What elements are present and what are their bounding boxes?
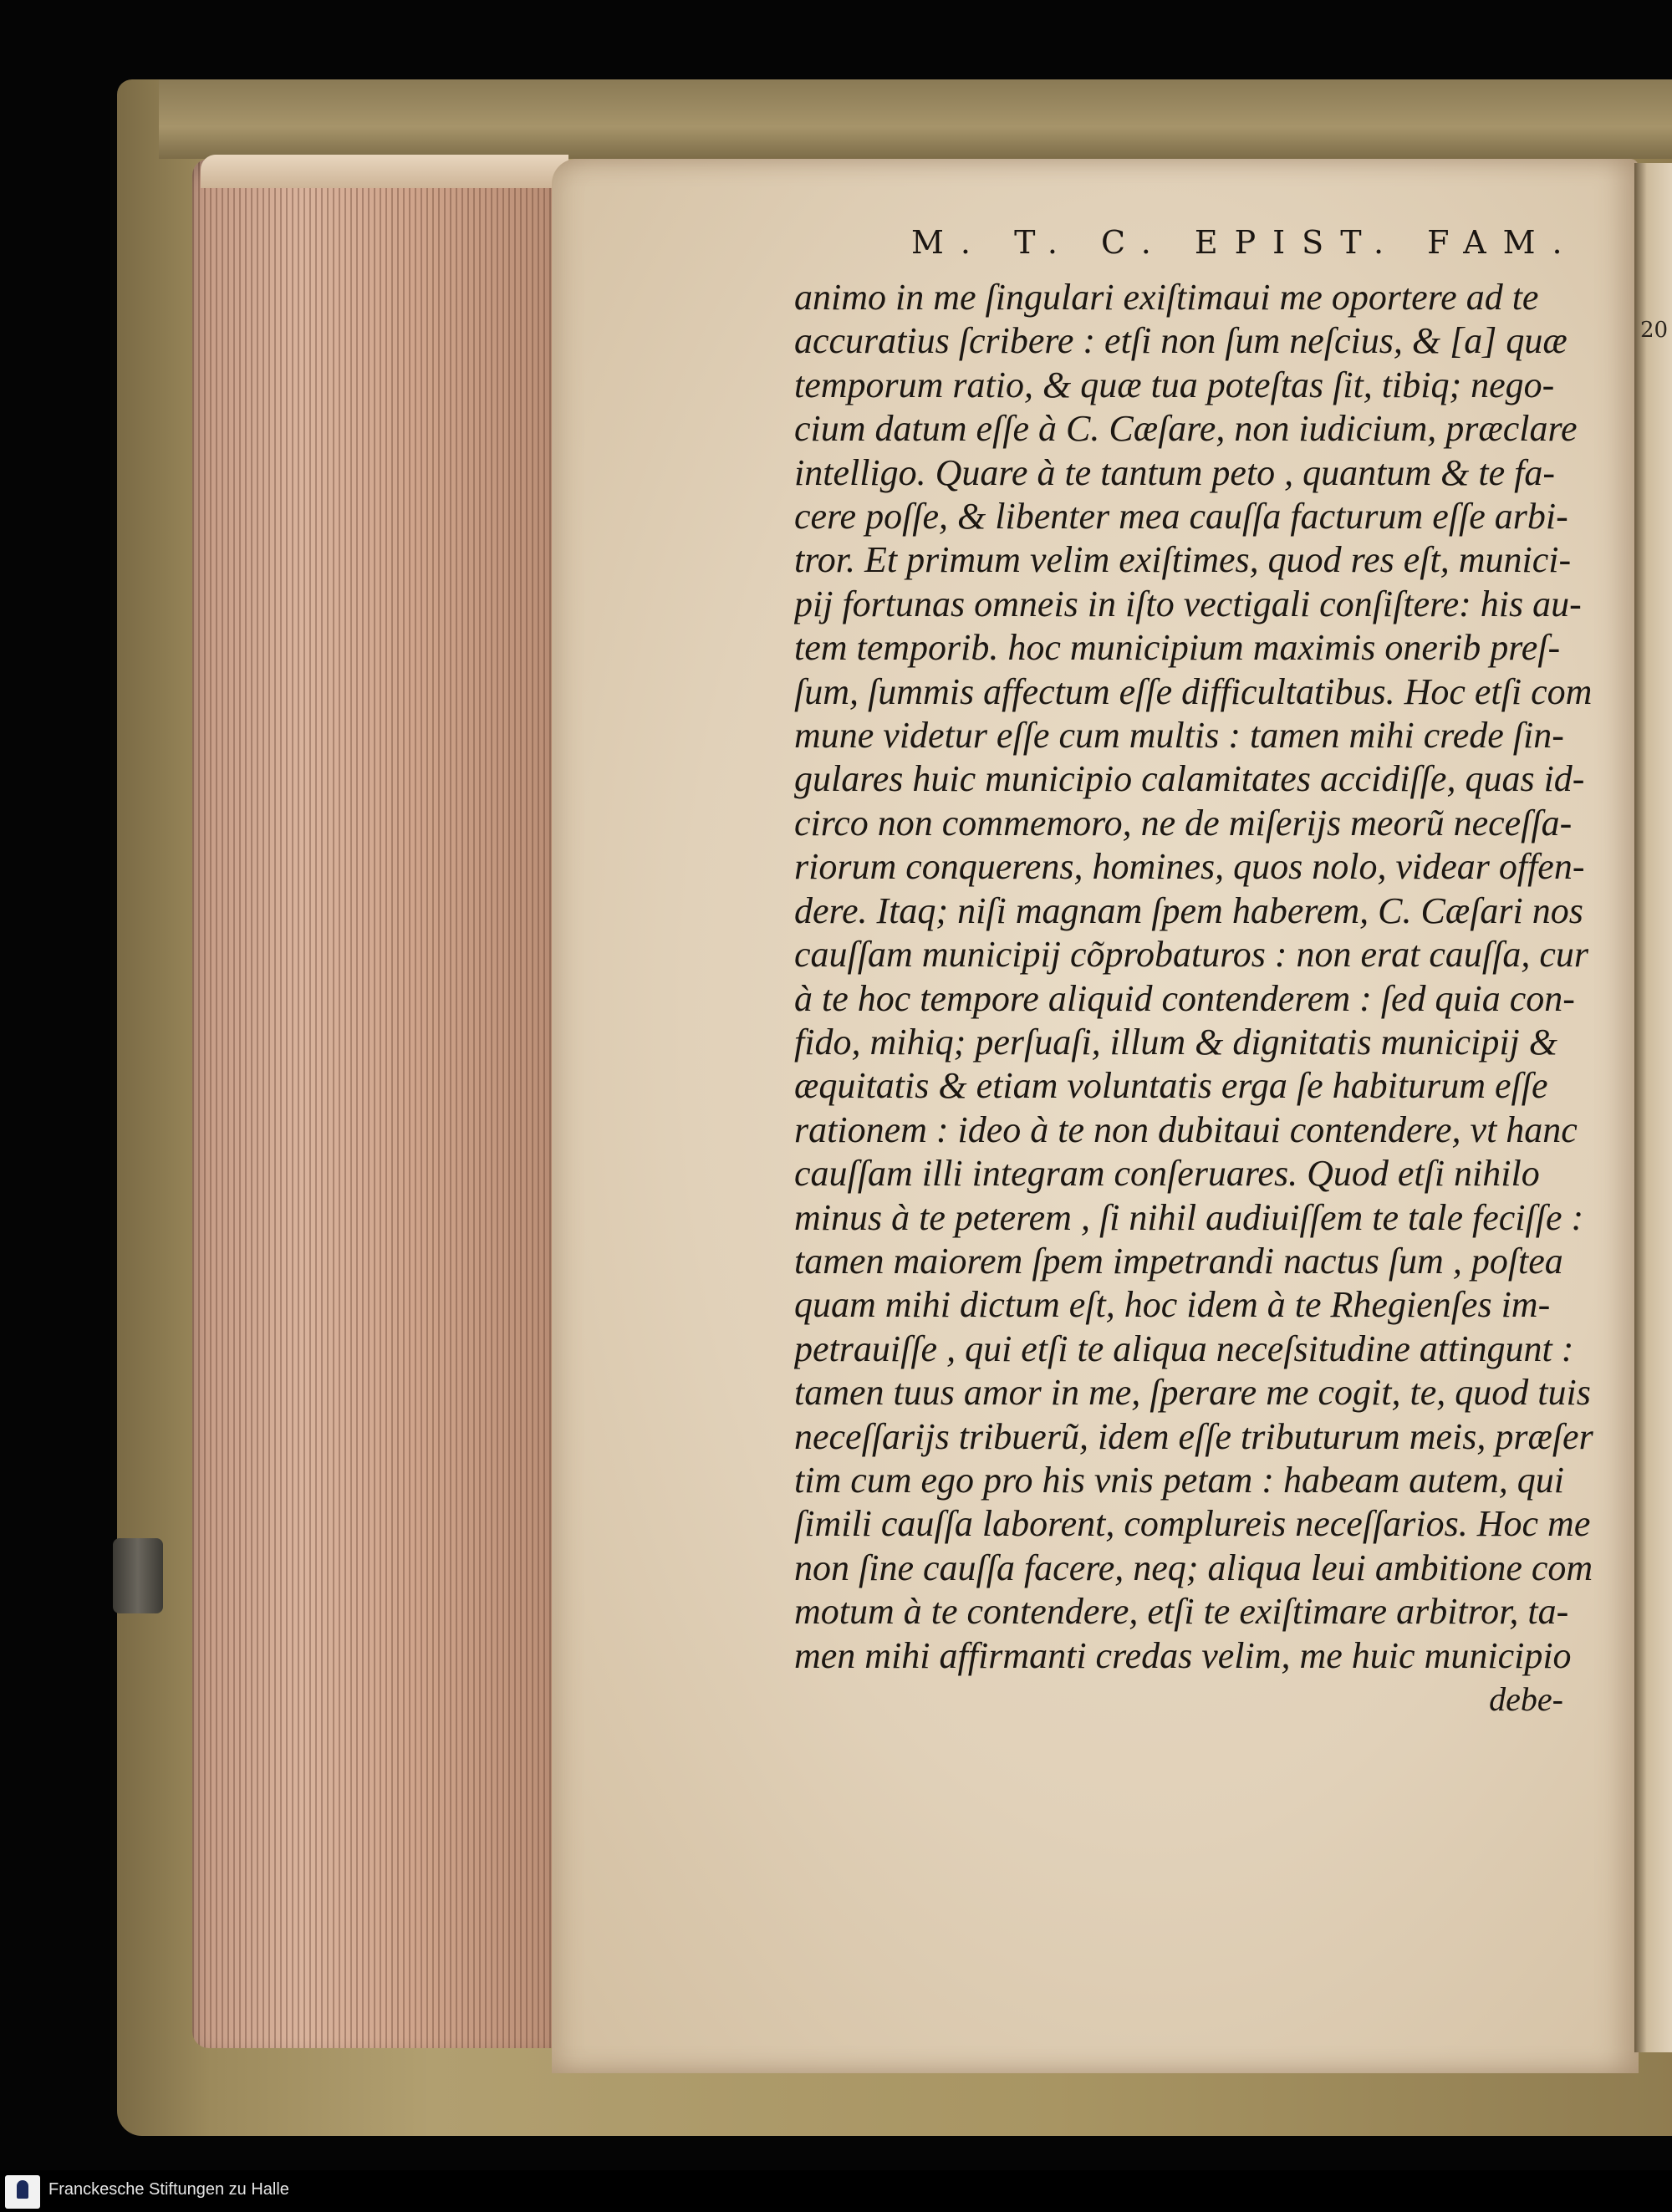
catchword: debe- — [1489, 1680, 1563, 1718]
facing-page-sliver — [1634, 163, 1672, 2052]
text-line: à te hoc tempore aliquid contenderem : ſed quia con- — [794, 977, 1575, 1019]
text-line: temporum ratio, & quæ tua poteſtas ſit, tibiq; nego- — [794, 364, 1555, 405]
text-line: riorum conquerens, homines, quos nolo, videar offen- — [794, 846, 1585, 888]
text-line: circo non commemoro, ne de miſerijs meorũ neceſſa- — [794, 802, 1573, 844]
text-line: cauſſam municipij cõprobaturos : non erat cauſſa, cur — [794, 934, 1588, 976]
text-line: dere. Itaq; niſi magnam ſpem haberem, C. Cæſari nos — [794, 889, 1583, 931]
text-line: gulares huic municipio calamitates accidiſſe, quas id- — [794, 758, 1585, 800]
text-line: tamen tuus amor in me, ſperare me cogit, te, quod tuis — [794, 1372, 1591, 1414]
text-line: men mihi affirmanti credas velim, me huic municipio — [794, 1634, 1572, 1676]
institution-name: Franckesche Stiftungen zu Halle — [48, 2180, 289, 2199]
text-line: cauſſam illi integram conſeruares. Quod etſi nihilo — [794, 1153, 1540, 1195]
text-line: intelligo. Quare à te tantum peto , quantum & te fa- — [794, 451, 1556, 493]
facing-page-number: 20 — [1640, 318, 1669, 343]
text-line: cium datum eſſe à C. Cæſare, non iudicium, præclare — [794, 408, 1578, 450]
text-line: accuratius ſcribere : etſi non ſum neſcius, & [a] quæ — [794, 320, 1568, 362]
text-line: æquitatis & etiam voluntatis erga ſe habiturum eſſe — [794, 1065, 1548, 1107]
institution-logo-icon — [5, 2175, 40, 2209]
page-block-top — [201, 155, 568, 188]
text-line: ſimili cauſſa laborent, complureis neceſſarios. Hoc me — [794, 1503, 1591, 1545]
text-line: petrauiſſe , qui etſi te aliqua neceſsitudine attingunt : — [794, 1328, 1574, 1369]
text-line: cere poſſe, & libenter mea cauſſa facturum eſſe arbi- — [794, 496, 1568, 538]
text-line: ſum, ſummis affectum eſſe difficultatibus. Hoc etſi com — [794, 670, 1593, 712]
clasp-icon — [113, 1538, 163, 1613]
text-line: fido, mihiq; perſuaſi, illum & dignitatis municipij & — [794, 1021, 1557, 1063]
text-line: tror. Et primum velim exiſtimes, quod res eſt, munici- — [794, 539, 1572, 581]
text-line: minus à te peterem , ſi nihil audiuiſſem te tale feciſſe : — [794, 1196, 1584, 1238]
text-line: animo in me ſingulari exiſtimaui me oportere ad te — [794, 277, 1539, 318]
text-line: tim cum ego pro his vnis petam : habeam autem, qui — [794, 1459, 1565, 1501]
text-line: non ſine cauſſa facere, neq; aliqua leui ambitione com — [794, 1547, 1593, 1588]
text-line: pij fortunas omneis in iſto vectigali conſiſtere: his au- — [794, 583, 1582, 624]
book-cover-top-edge — [159, 79, 1672, 159]
text-line: rationem : ideo à te non dubitaui contendere, vt hanc — [794, 1109, 1578, 1150]
body-text — [794, 276, 1605, 1721]
text-line: neceſſarijs tribuerũ, idem eſſe tributurum meis, præſer — [794, 1415, 1593, 1457]
text-line: tem temporib. hoc municipium maximis onerib preſ- — [794, 627, 1561, 669]
text-line: motum à te contendere, etſi te exiſtimare arbitror, ta- — [794, 1591, 1569, 1633]
text-line: mune videtur eſſe cum multis : tamen mihi crede ſin- — [794, 715, 1564, 757]
text-line: quam mihi dictum eſt, hoc idem à te Rhegienſes im- — [794, 1284, 1551, 1326]
page-block-edge — [192, 159, 560, 2048]
running-head: M. T. C. EPIST. FAM. — [911, 224, 1579, 261]
text-line: tamen maiorem ſpem impetrandi nactus ſum , poſtea — [794, 1240, 1563, 1282]
